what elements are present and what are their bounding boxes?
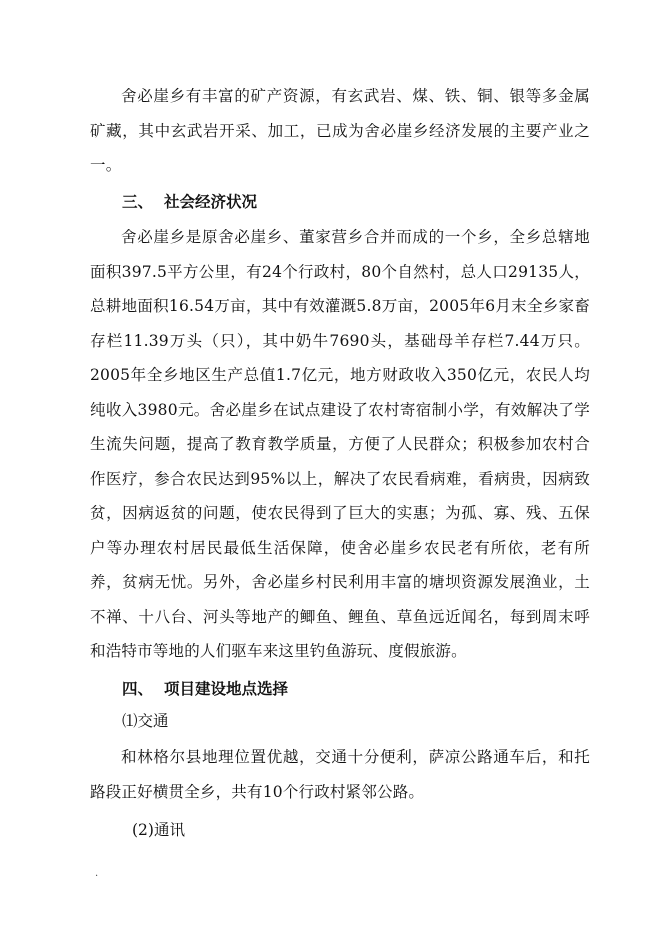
footer-mark: . xyxy=(95,868,99,879)
section-number: 三、 xyxy=(122,193,154,211)
paragraph-mineral-resources: 舍必崖乡有丰富的矿产资源，有玄武岩、煤、铁、铜、银等多金属矿藏，其中玄武岩开采、加工，已成为舍必崖乡经济发展的主要产业之一。 xyxy=(90,87,590,174)
paragraph-traffic: 和林格尔县地理位置优越，交通十分便利，萨凉公路通车后，和托路段正好横贯全乡，共有10个行政村紧邻公路。 xyxy=(90,748,590,801)
section-heading-social-economy xyxy=(122,190,257,214)
section-title: 项目建设地点选择 xyxy=(164,680,289,698)
subheading-traffic: ⑴交通 xyxy=(122,712,169,730)
subheading-communication: (2)通讯 xyxy=(132,821,185,839)
section-title: 社会经济状况 xyxy=(164,193,258,211)
paragraph-social-economy: 舍必崖乡是原舍必崖乡、董家营乡合并而成的一个乡，全乡总辖地面积397.5平方公里，有24个行政村，80个自然村，总人口29135人，总耕地面积16.54万亩，其中有效灌溉5.8万亩，2005年6月末全乡家畜存栏11.39万头（只），其中奶牛7690头，基础母羊存栏7.44万只。2005年全乡地区生产总值1.7亿元，地方财政收入350亿元，农民人均纯收入3980元。舍必崖乡在试点建设了农村寄宿制小学，有效解决了学生流失问题，提高了教育教学质量，方便了人民群众；积极参加农村合作医疗，参合农民达到95%以上，解决了农民看病难，看病贵，因病致贫，因病返贫的问题，使农民得到了巨大的实惠；为孤、寡、残、五保户等办理农村居民最低生活保障，使舍必崖乡农民老有所依，老有所养，贫病无忧。另外，舍必崖乡村民利用丰富的塘坝资源发展渔业，土不禅、十八台、河头等地产的鲫鱼、鲤鱼、草鱼远近闻名，每到周末呼和浩特市等地的人们驱车来这里钓鱼游玩、度假旅游。 xyxy=(90,228,590,660)
section-number: 四、 xyxy=(122,680,154,698)
section-heading-site-selection xyxy=(122,677,288,701)
